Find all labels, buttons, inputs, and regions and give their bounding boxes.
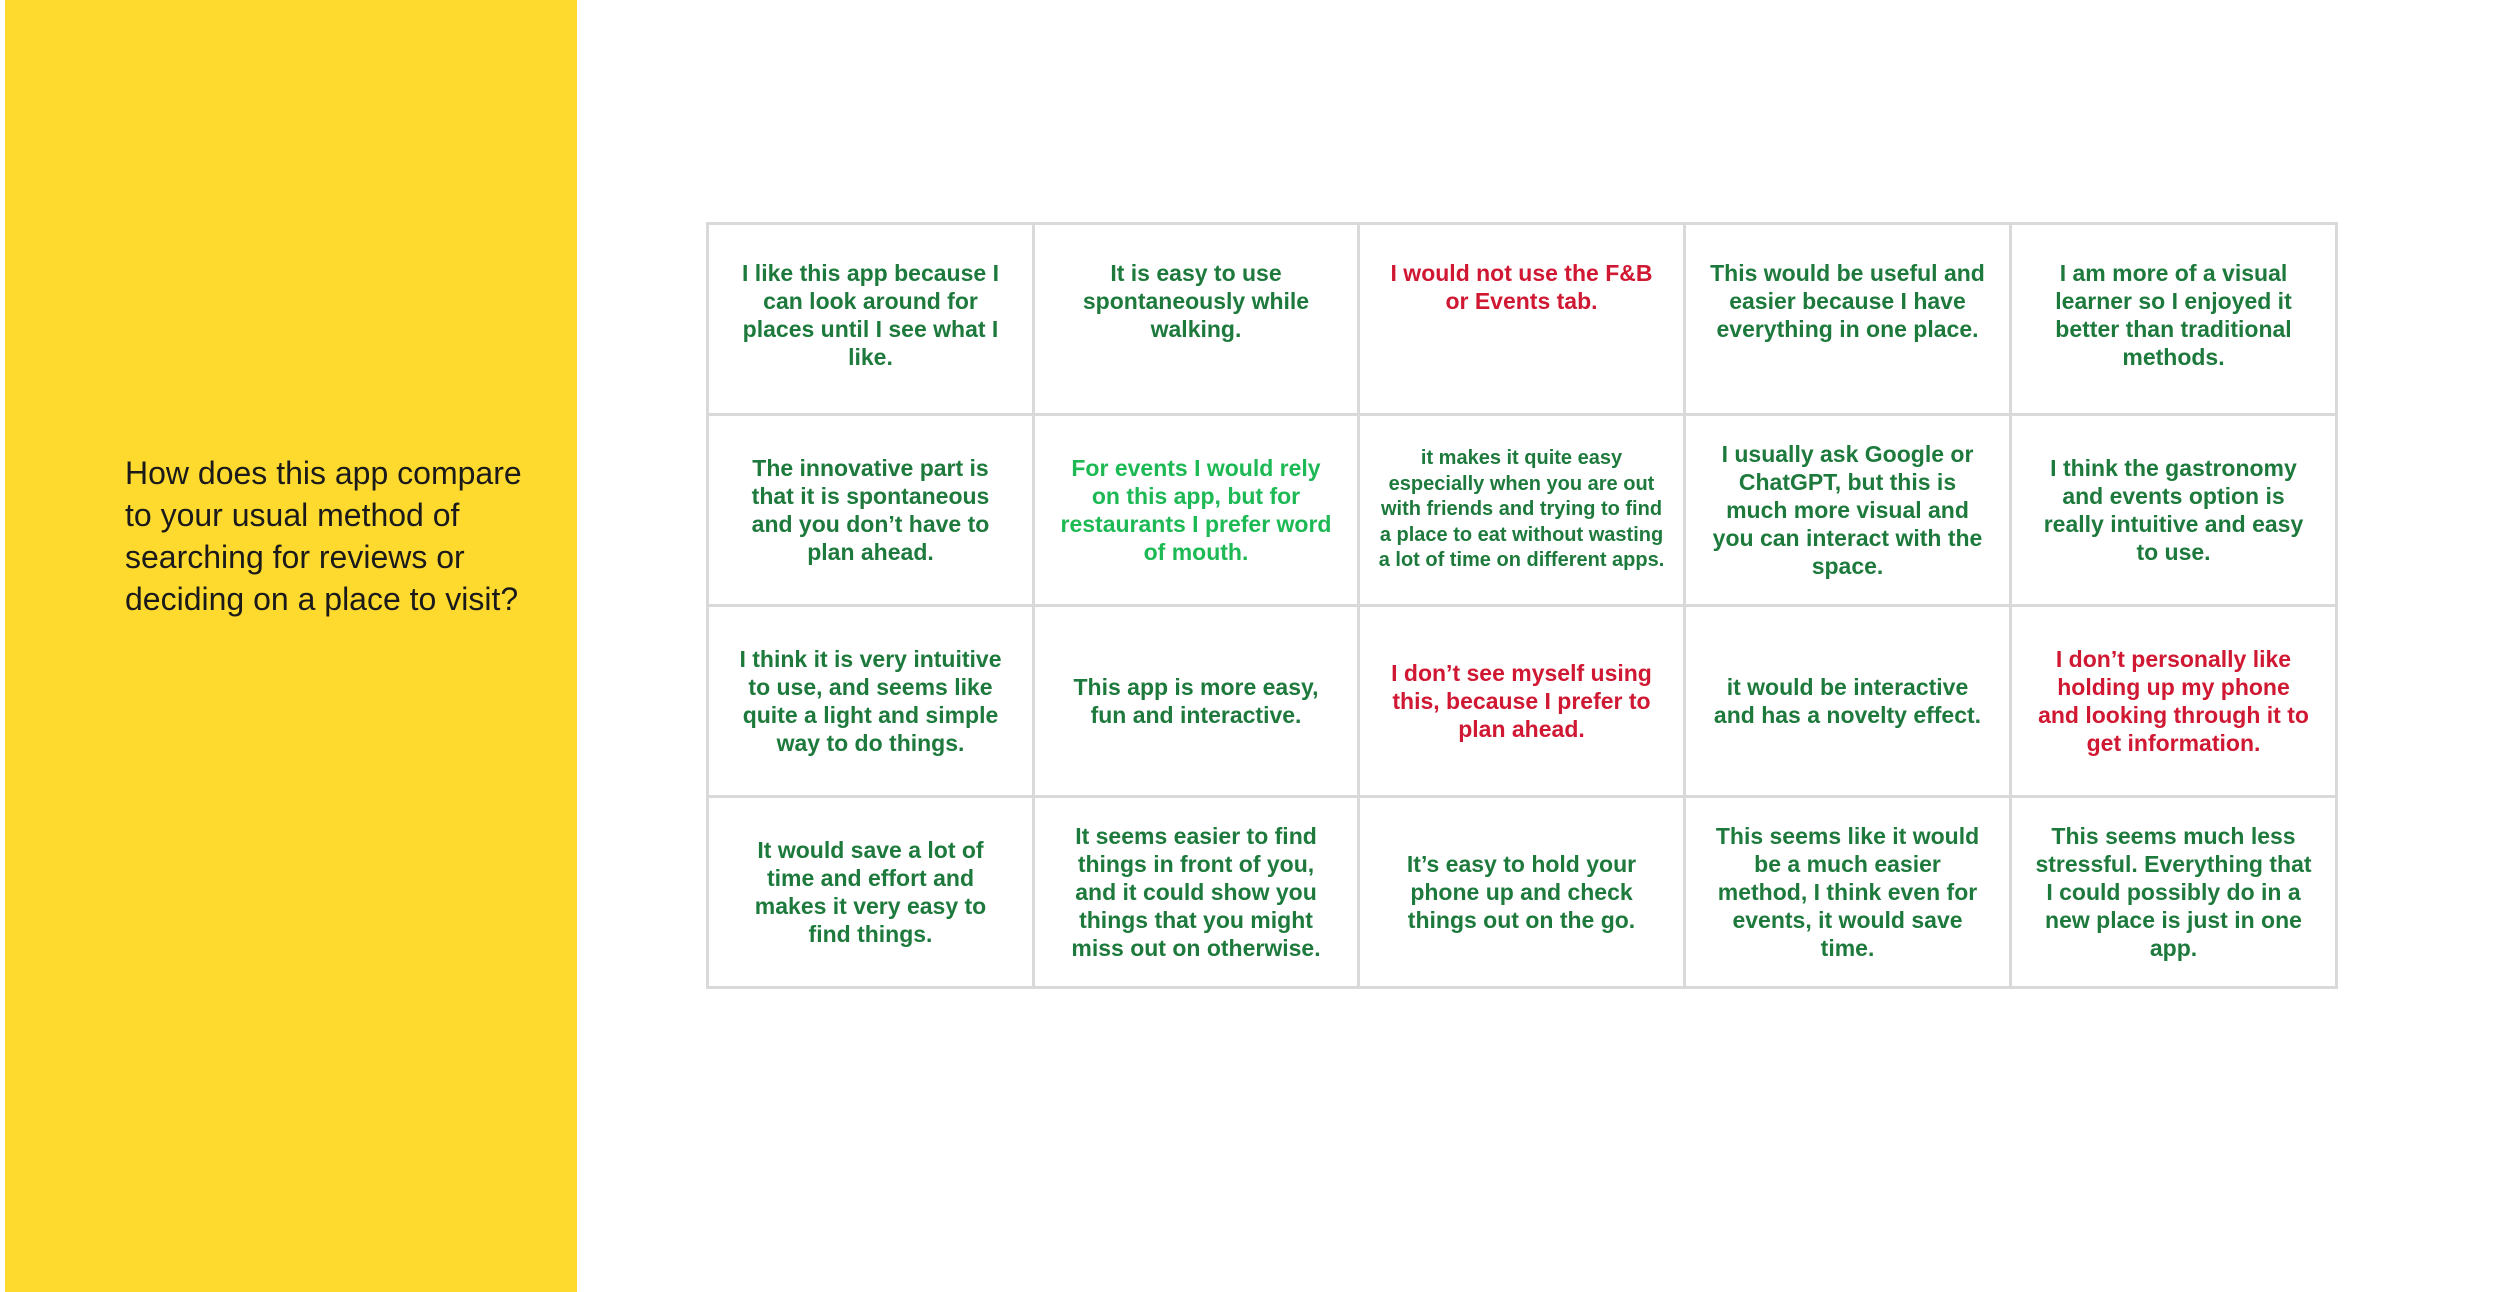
response-card: I don’t personally like holding up my phone and looking through it to get information. — [2012, 607, 2338, 798]
response-card: I think it is very intuitive to use, and seems like quite a light and simple way to do things. — [709, 607, 1035, 798]
response-card: I am more of a visual learner so I enjoyed it better than traditional methods. — [2012, 225, 2338, 416]
question-panel — [5, 0, 577, 1292]
response-card: It is easy to use spontaneously while walking. — [1035, 225, 1360, 416]
response-card: This app is more easy, fun and interactive. — [1035, 607, 1360, 798]
response-card: This seems much less stressful. Everything that I could possibly do in a new place is just in one app. — [2012, 798, 2338, 989]
response-card: This would be useful and easier because I have everything in one place. — [1686, 225, 2012, 416]
response-card: I don’t see myself using this, because I prefer to plan ahead. — [1360, 607, 1686, 798]
response-card: The innovative part is that it is spontaneous and you don’t have to plan ahead. — [709, 416, 1035, 607]
response-card: I like this app because I can look around for places until I see what I like. — [709, 225, 1035, 416]
response-card: This seems like it would be a much easier method, I think even for events, it would save time. — [1686, 798, 2012, 989]
response-card: It’s easy to hold your phone up and check things out on the go. — [1360, 798, 1686, 989]
response-card: For events I would rely on this app, but for restaurants I prefer word of mouth. — [1035, 416, 1360, 607]
response-card: It seems easier to find things in front of you, and it could show you things that you might miss out on otherwise. — [1035, 798, 1360, 989]
response-card: it makes it quite easy especially when you are out with friends and trying to find a place to eat without wasting a lot of time on different apps. — [1360, 416, 1686, 607]
response-card: I would not use the F&B or Events tab. — [1360, 225, 1686, 416]
response-card: I think the gastronomy and events option is really intuitive and easy to use. — [2012, 416, 2338, 607]
response-card: it would be interactive and has a novelty effect. — [1686, 607, 2012, 798]
question-text: How does this app compare to your usual method of searching for reviews or deciding on a place to visit? — [125, 455, 522, 617]
response-card: It would save a lot of time and effort and makes it very easy to find things. — [709, 798, 1035, 989]
response-card: I usually ask Google or ChatGPT, but this is much more visual and you can interact with the space. — [1686, 416, 2012, 607]
responses-grid — [706, 222, 2338, 989]
